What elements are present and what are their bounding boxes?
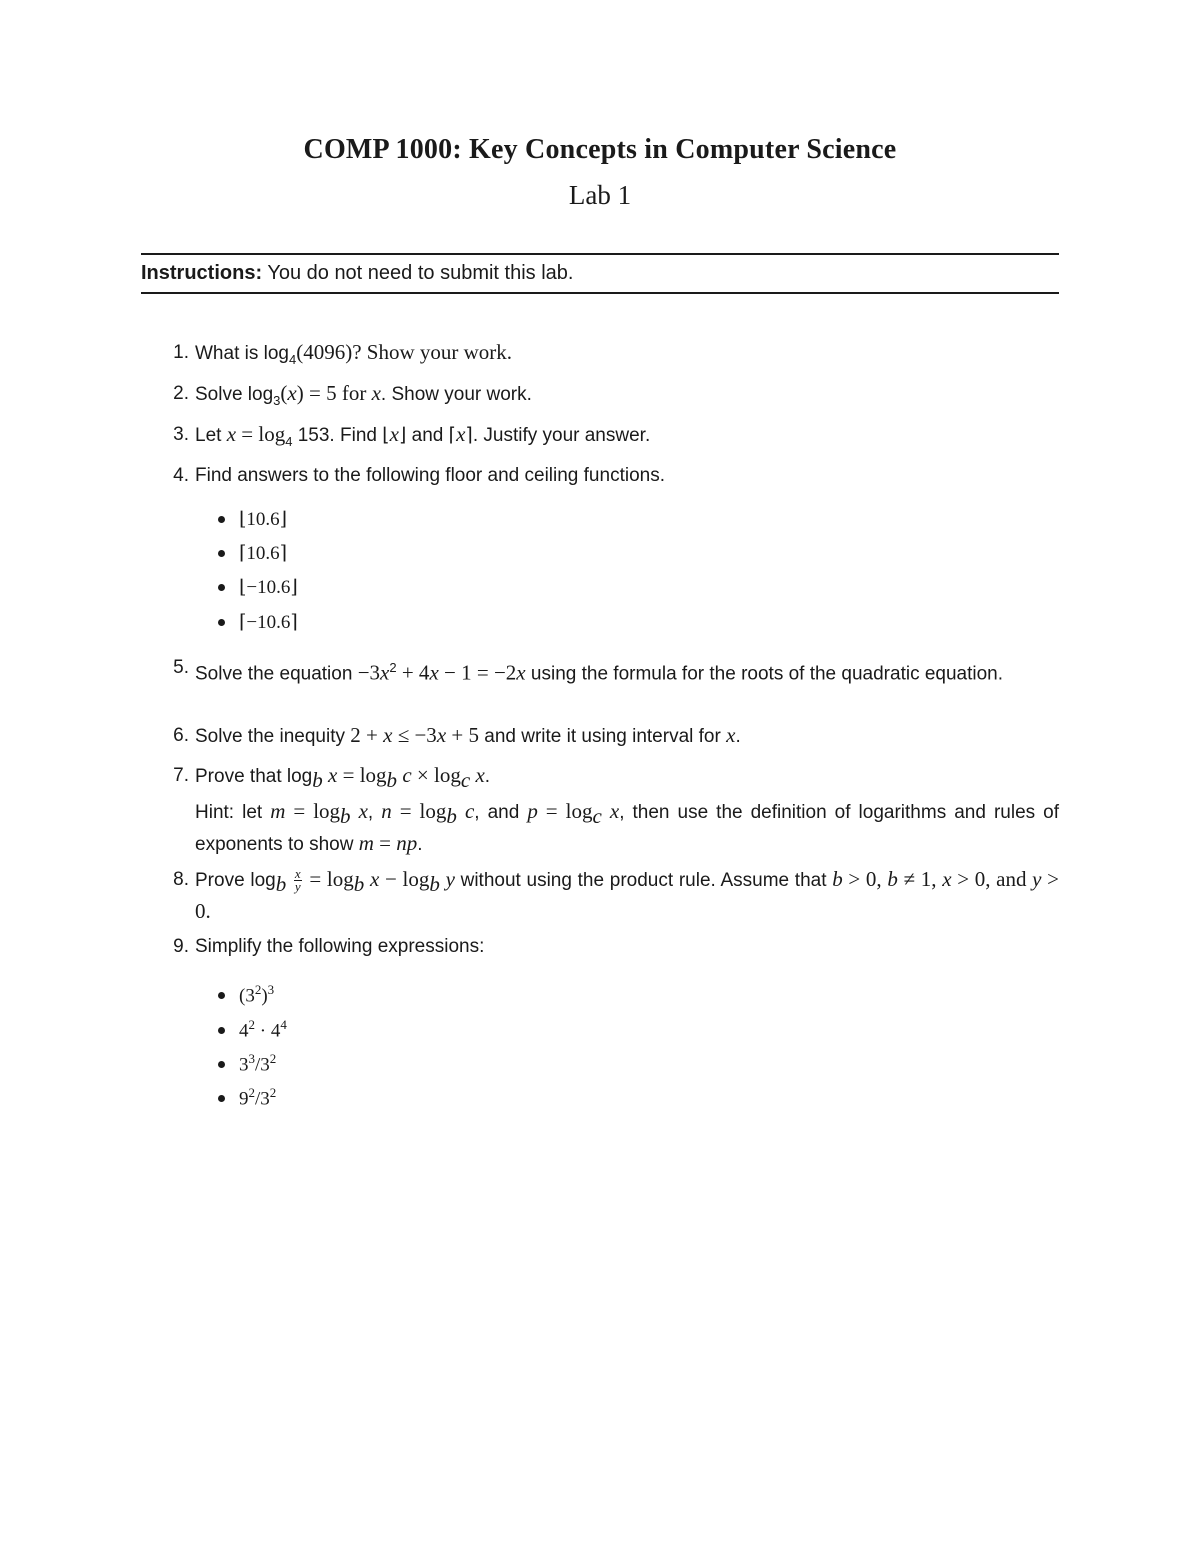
question-text: Prove $\log_b$ $\frac{x}{y}$ = $\log_b x - \log_b y$ without using the product rule. Assume that b > 0, b ≠ 1, x > 0, and y > 0. xyxy=(195,866,1060,923)
question-text: Find answers to the following floor and ceiling functions. xyxy=(195,465,665,486)
question-6 xyxy=(141,722,1059,750)
question-text: Simplify the following expressions: xyxy=(195,936,485,957)
bullet-icon xyxy=(218,619,225,626)
question-text: What is $\log_4(4096)$? Show your work. xyxy=(195,340,513,367)
bottom-rule xyxy=(141,292,1059,294)
list-item: $9^2/3^2$ xyxy=(218,1079,276,1112)
question-2 xyxy=(141,380,1059,414)
question-text: Prove that $\log_b x = \log_b c \times \log_c x$. xyxy=(195,763,491,792)
question-text: Let $x = \log_4 153$. Find ⌊x⌋ and ⌈x⌉. Justify your answer. xyxy=(195,422,651,449)
instructions xyxy=(141,262,1059,285)
question-number: 5. xyxy=(173,657,189,678)
list-item: $3^3/3^2$ xyxy=(218,1045,276,1078)
bullet-icon xyxy=(218,584,225,591)
question-number: 2. xyxy=(173,383,189,404)
instructions-label: Instructions: xyxy=(141,262,263,284)
bullet-icon xyxy=(218,516,225,523)
list-item: ⌈−10.6⌉ xyxy=(218,609,298,636)
question-number: 9. xyxy=(173,936,189,957)
list-item: $4^2 \cdot 4^4$ xyxy=(218,1011,287,1044)
page-subtitle: Lab 1 xyxy=(568,180,632,210)
question-text: Solve the equation $-3x^2 + 4x - 1 = -2x$ using the formula for the roots of the quadratic equation. xyxy=(195,660,1004,685)
top-rule xyxy=(141,253,1059,255)
bullet-icon xyxy=(218,1061,225,1068)
question-text: Solve the inequity 2 + x ≤ −3x + 5 and write it using interval for x. xyxy=(195,723,741,747)
question-text: Solve $\log_3(x) = 5$ for x. Show your work. xyxy=(195,381,532,408)
page-title: COMP 1000: Key Concepts in Computer Science xyxy=(303,134,897,165)
bullet-icon xyxy=(218,992,225,999)
bullet-icon xyxy=(218,1027,225,1034)
question-5 xyxy=(141,654,1059,687)
question-number: 7. xyxy=(173,765,189,786)
question-number: 6. xyxy=(173,725,189,746)
list-item: $(3^2)^3$ xyxy=(218,976,274,1009)
question-3 xyxy=(141,421,1059,455)
question-8 xyxy=(141,866,1059,926)
instructions-text: You do not need to submit this lab. xyxy=(267,262,574,284)
question-number: 3. xyxy=(173,424,189,445)
question-4 xyxy=(141,462,1059,489)
list-item: ⌊−10.6⌋ xyxy=(218,574,298,601)
question-number: 4. xyxy=(173,465,189,486)
list-item: ⌊10.6⌋ xyxy=(218,506,287,533)
fraction: $\frac{x}{y}$ xyxy=(294,866,301,895)
question-number: 1. xyxy=(173,342,189,363)
question-7 xyxy=(141,762,1059,794)
question-9 xyxy=(141,933,1059,960)
bullet-icon xyxy=(218,1095,225,1102)
hint-text: Hint: let $m = \log_b x$, $n = \log_b c$, and $p = \log_c x$, then use the definition of logarithms and rules of exponents to show m = np. xyxy=(195,799,1060,855)
bullet-icon xyxy=(218,550,225,557)
question-1 xyxy=(141,339,1059,373)
question-number: 8. xyxy=(173,869,189,890)
list-item: ⌈10.6⌉ xyxy=(218,540,287,567)
